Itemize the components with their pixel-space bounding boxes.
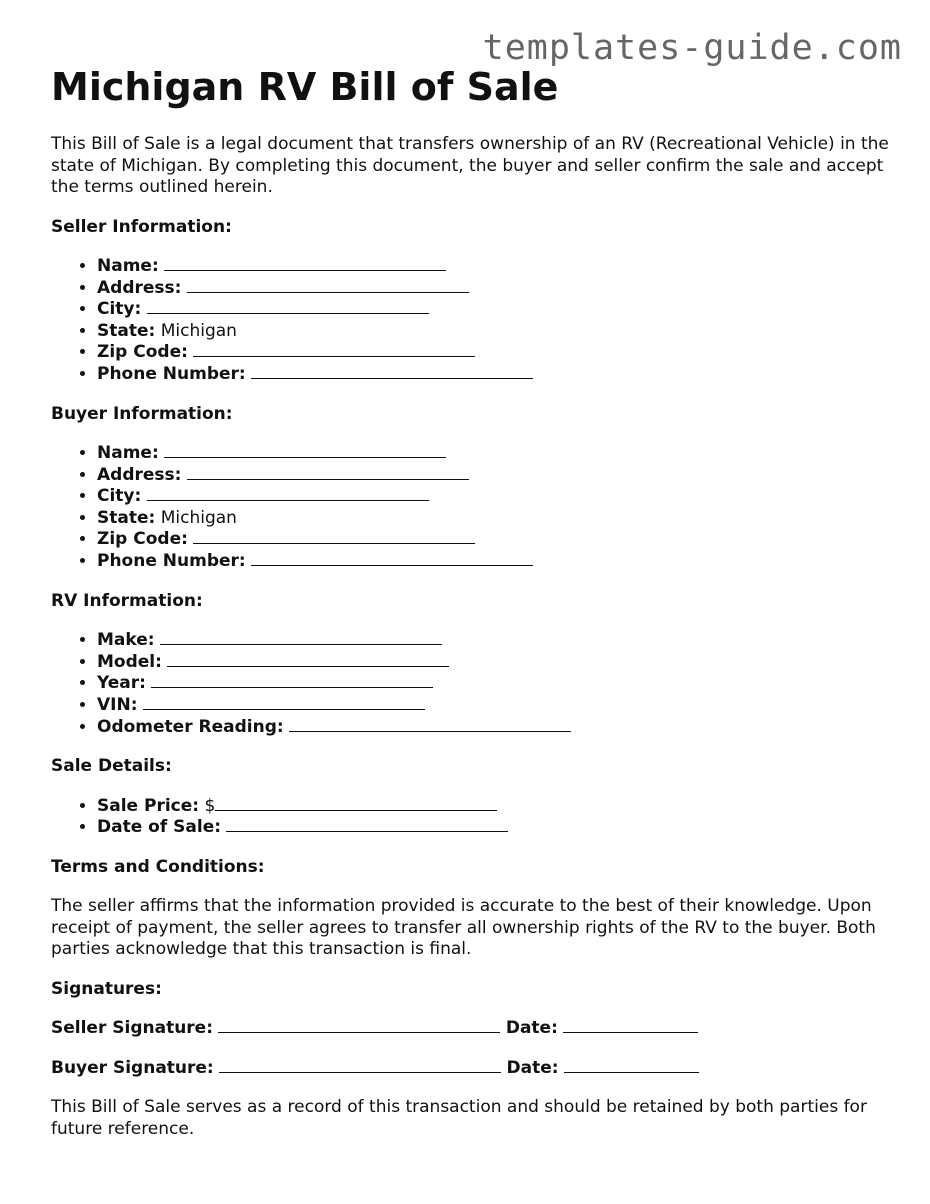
sale-date-item — [97, 817, 891, 839]
seller-state-value: Michigan — [160, 320, 237, 341]
buyer-signature-label: Buyer Signature: — [51, 1057, 214, 1078]
buyer-date-label: Date: — [506, 1057, 559, 1078]
seller-address-item — [97, 278, 891, 300]
rv-make-label: Make: — [97, 630, 155, 651]
seller-zip-item — [97, 342, 891, 364]
buyer-phone-blank[interactable] — [251, 551, 533, 566]
buyer-name-label: Name: — [97, 443, 159, 464]
seller-city-blank[interactable] — [147, 299, 429, 314]
sale-price-item — [97, 796, 891, 818]
sale-price-label: Sale Price: — [97, 795, 200, 816]
seller-state-item — [97, 321, 891, 343]
seller-phone-item — [97, 364, 891, 386]
seller-phone-blank[interactable] — [251, 364, 533, 379]
seller-name-label: Name: — [97, 256, 159, 276]
seller-name-blank[interactable] — [164, 256, 446, 271]
seller-address-label: Address: — [97, 277, 182, 298]
watermark: templates-guide.com — [482, 28, 902, 68]
buyer-city-blank[interactable] — [147, 486, 429, 501]
sale-section-heading: Sale Details: — [51, 756, 172, 777]
buyer-name-blank[interactable] — [164, 443, 446, 458]
buyer-state-value: Michigan — [160, 507, 237, 528]
sale-details-list — [51, 796, 891, 839]
rv-vin-label: VIN: — [97, 694, 138, 715]
seller-signature-label: Seller Signature: — [51, 1018, 214, 1039]
buyer-city-label: City: — [97, 486, 142, 507]
seller-zip-label: Zip Code: — [97, 342, 188, 363]
buyer-zip-label: Zip Code: — [97, 529, 188, 550]
rv-year-label: Year: — [97, 673, 146, 694]
rv-vin-blank[interactable] — [143, 695, 425, 710]
seller-address-blank[interactable] — [187, 278, 469, 293]
sale-date-label: Date of Sale: — [97, 817, 222, 838]
closing-paragraph: This Bill of Sale serves as a record of this transaction and should be retained by both parties for future reference. — [51, 1097, 867, 1139]
sale-price-blank[interactable] — [215, 796, 497, 811]
buyer-signature-line — [51, 1058, 891, 1080]
seller-name-item — [97, 256, 891, 278]
buyer-phone-item — [97, 551, 891, 573]
rv-make-blank[interactable] — [160, 630, 442, 645]
terms-paragraph: The seller affirms that the information provided is accurate to the best of their knowledge. Upon receipt of payment, the seller agrees to transfer all ownership rights of the RV to the buyer. Both parties acknowledge that this transaction is final. — [51, 896, 876, 960]
buyer-info-list — [51, 443, 891, 573]
rv-year-item — [97, 673, 891, 695]
seller-zip-blank[interactable] — [193, 342, 475, 357]
buyer-state-item — [97, 508, 891, 530]
rv-model-item — [97, 652, 891, 674]
buyer-date-blank[interactable] — [564, 1058, 699, 1073]
buyer-address-blank[interactable] — [187, 465, 469, 480]
buyer-address-item — [97, 465, 891, 487]
rv-make-item — [97, 630, 891, 652]
seller-date-label: Date: — [505, 1018, 558, 1039]
rv-odometer-item — [97, 717, 891, 739]
sale-date-blank[interactable] — [226, 817, 508, 832]
seller-phone-label: Phone Number: — [97, 363, 246, 384]
seller-city-item — [97, 299, 891, 321]
rv-odometer-blank[interactable] — [289, 717, 571, 732]
document — [51, 62, 891, 1140]
sale-price-prefix: $ — [204, 795, 216, 816]
rv-section-heading: RV Information: — [51, 590, 203, 611]
buyer-phone-label: Phone Number: — [97, 551, 246, 572]
seller-signature-blank[interactable] — [218, 1018, 500, 1033]
rv-year-blank[interactable] — [151, 673, 433, 688]
buyer-city-item — [97, 486, 891, 508]
seller-signature-line — [51, 1018, 891, 1040]
buyer-section-heading: Buyer Information: — [51, 403, 233, 424]
buyer-state-label: State: — [97, 507, 156, 528]
buyer-address-label: Address: — [97, 464, 182, 485]
rv-info-list — [51, 630, 891, 738]
buyer-zip-blank[interactable] — [193, 529, 475, 544]
rv-vin-item — [97, 695, 891, 717]
signatures-section-heading: Signatures: — [51, 978, 162, 999]
terms-section-heading: Terms and Conditions: — [51, 856, 265, 877]
seller-date-blank[interactable] — [563, 1018, 698, 1033]
rv-model-blank[interactable] — [167, 652, 449, 667]
buyer-zip-item — [97, 529, 891, 551]
seller-info-list — [51, 256, 891, 386]
buyer-name-item — [97, 443, 891, 465]
seller-state-label: State: — [97, 320, 156, 341]
rv-odometer-label: Odometer Reading: — [97, 716, 284, 737]
rv-model-label: Model: — [97, 651, 162, 672]
page-title: Michigan RV Bill of Sale — [51, 65, 559, 109]
intro-paragraph: This Bill of Sale is a legal document that transfers ownership of an RV (Recreational Vehicle) in the state of Michigan. By completing this document, the buyer and seller confirm the sale and accept the terms outlined herein. — [51, 134, 889, 197]
seller-city-label: City: — [97, 299, 142, 320]
seller-section-heading: Seller Information: — [51, 216, 232, 237]
buyer-signature-blank[interactable] — [219, 1058, 501, 1073]
